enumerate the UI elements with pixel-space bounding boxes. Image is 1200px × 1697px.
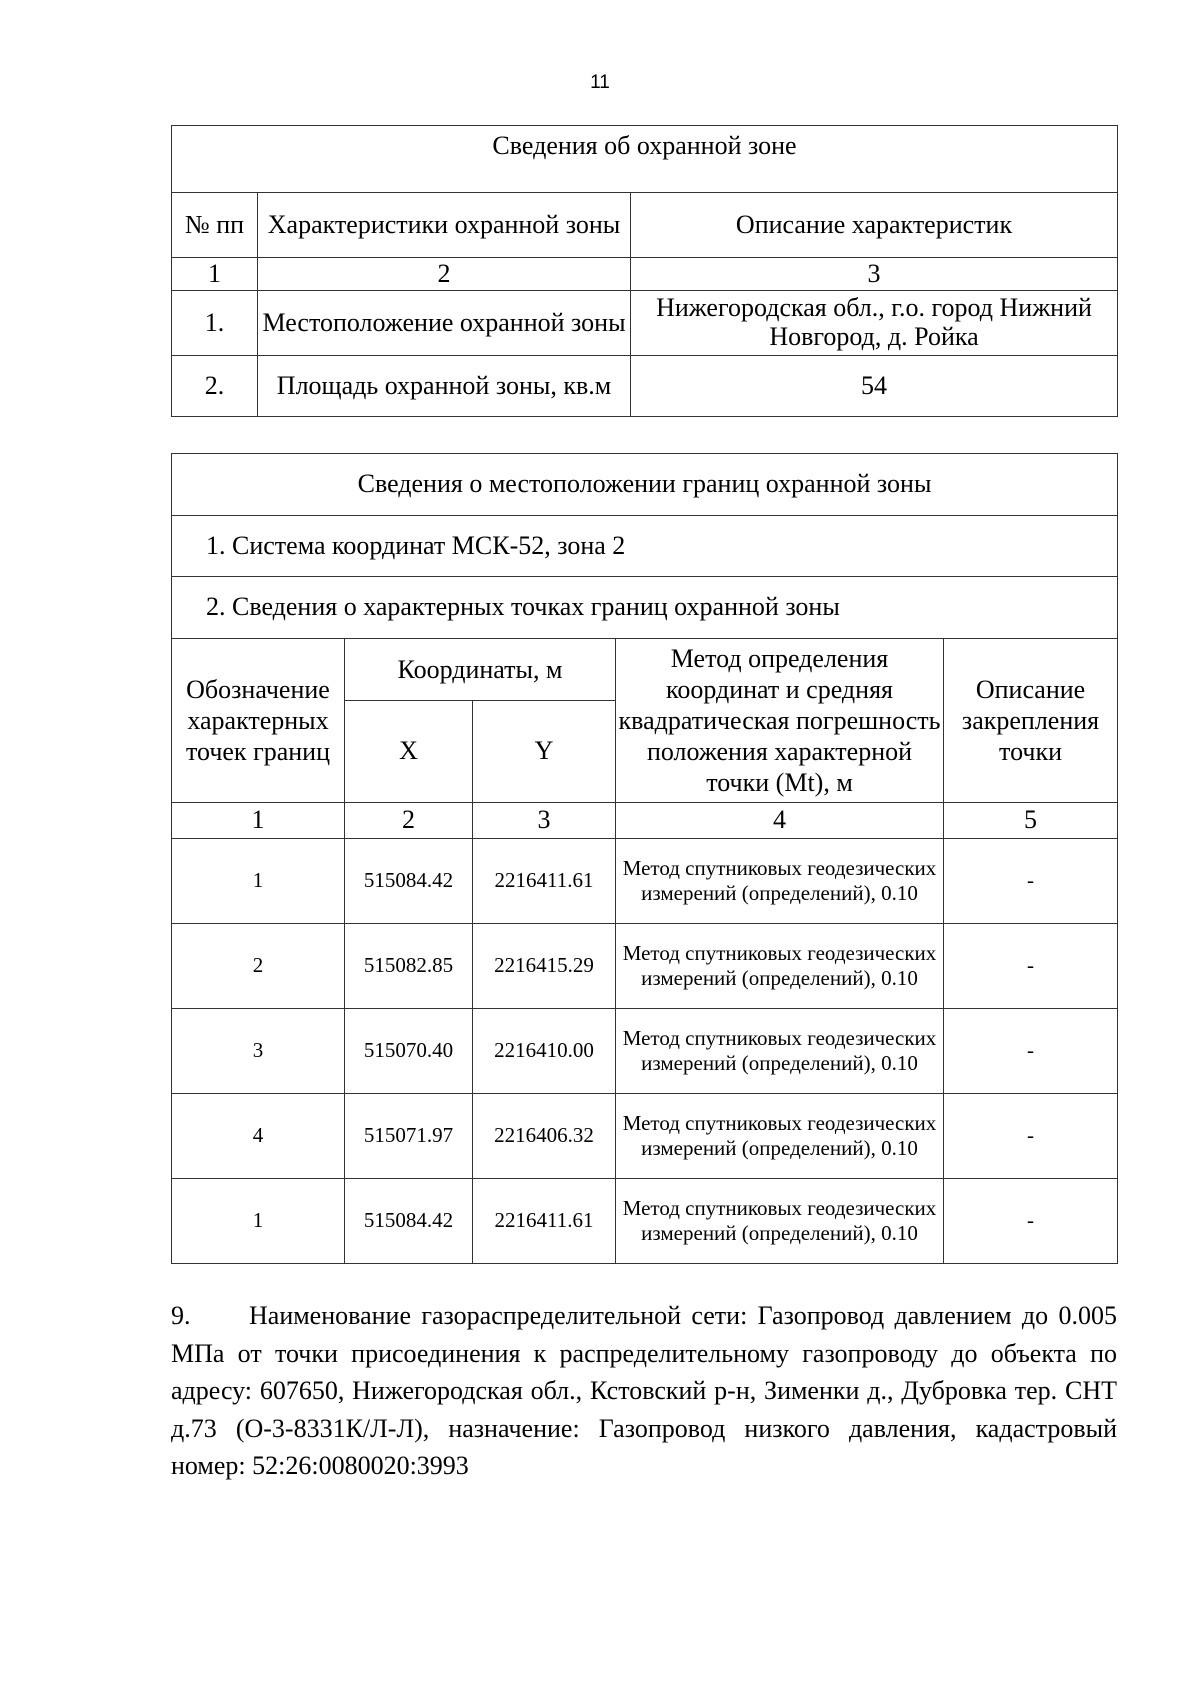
header-num: № пп	[172, 193, 258, 258]
table-header-row	[172, 193, 1118, 258]
point-x: 515082.85	[345, 924, 473, 1009]
point-id: 1	[172, 1179, 345, 1264]
points-title-row	[172, 577, 1118, 639]
header-description: Описание характеристик	[631, 193, 1118, 258]
table-row	[172, 291, 1118, 356]
column-numbers-row	[172, 258, 1118, 291]
point-id: 3	[172, 1009, 345, 1094]
table-row	[172, 839, 1118, 924]
header-coordinates: Координаты, м	[345, 639, 616, 701]
point-x: 515084.42	[345, 839, 473, 924]
point-fixing: -	[944, 924, 1118, 1009]
column-number: 2	[345, 803, 473, 839]
point-method: Метод спутниковых геодезических измерений (определений), 0.10	[616, 839, 944, 924]
point-y: 2216411.61	[473, 1179, 616, 1264]
point-x: 515071.97	[345, 1094, 473, 1179]
boundaries-title: Сведения о местоположении границ охранной зоны	[172, 454, 1118, 516]
table-row	[172, 356, 1118, 417]
section-number: 9.	[171, 1301, 191, 1330]
table-title-row	[172, 454, 1118, 516]
header-y: Y	[473, 701, 616, 803]
column-number: 1	[172, 803, 345, 839]
header-characteristic: Характеристики охранной зоны	[258, 193, 631, 258]
header-designation: Обозначение характерных точек границ	[172, 639, 345, 803]
header-fixing: Описание закрепления точки	[944, 639, 1118, 803]
point-fixing: -	[944, 1179, 1118, 1264]
section-text: Наименование газораспределительной сети: Газопровод давлением до 0.005 МПа от точки присоединения к распределительному газопроводу до объекта по адресу: 607650, Нижегородская обл., Кстовский р-н, Зименки д., Дубровка тер. СНТ д.73 (О-3-8331К/Л-Л), назначение: Газопровод низкого давления, кадастровый номер: 52:26:0080020:3993	[171, 1301, 1117, 1480]
point-y: 2216406.32	[473, 1094, 616, 1179]
boundaries-table	[171, 453, 1118, 1264]
section-9-paragraph	[171, 1297, 1117, 1485]
table-row	[172, 1094, 1118, 1179]
point-y: 2216411.61	[473, 839, 616, 924]
row-num: 1.	[172, 291, 258, 356]
coord-system: 1. Система координат МСК-52, зона 2	[172, 516, 1118, 577]
page-number: 11	[590, 72, 610, 93]
point-fixing: -	[944, 1009, 1118, 1094]
row-characteristic: Местоположение охранной зоны	[258, 291, 631, 356]
point-id: 4	[172, 1094, 345, 1179]
row-characteristic: Площадь охранной зоны, кв.м	[258, 356, 631, 417]
point-method: Метод спутниковых геодезических измерений (определений), 0.10	[616, 1094, 944, 1179]
point-x: 515070.40	[345, 1009, 473, 1094]
point-x: 515084.42	[345, 1179, 473, 1264]
row-num: 2.	[172, 356, 258, 417]
point-method: Метод спутниковых геодезических измерений (определений), 0.10	[616, 1009, 944, 1094]
table-header-row	[172, 639, 1118, 701]
column-number: 1	[172, 258, 258, 291]
column-numbers-row	[172, 803, 1118, 839]
zone-info-table	[171, 125, 1118, 417]
zone-info-title: Сведения об охранной зоне	[172, 126, 1118, 193]
row-description: 54	[631, 356, 1118, 417]
table-row	[172, 924, 1118, 1009]
point-method: Метод спутниковых геодезических измерений (определений), 0.10	[616, 924, 944, 1009]
points-title: 2. Сведения о характерных точках границ охранной зоны	[172, 577, 1118, 639]
header-x: X	[345, 701, 473, 803]
table-row	[172, 1179, 1118, 1264]
point-id: 2	[172, 924, 345, 1009]
column-number: 3	[631, 258, 1118, 291]
point-method: Метод спутниковых геодезических измерений (определений), 0.10	[616, 1179, 944, 1264]
point-fixing: -	[944, 1094, 1118, 1179]
point-y: 2216415.29	[473, 924, 616, 1009]
point-y: 2216410.00	[473, 1009, 616, 1094]
table-row	[172, 1009, 1118, 1094]
coord-system-row	[172, 516, 1118, 577]
table-title-row	[172, 126, 1118, 193]
column-number: 4	[616, 803, 944, 839]
column-number: 5	[944, 803, 1118, 839]
column-number: 2	[258, 258, 631, 291]
header-method: Метод определения координат и средняя квадратическая погрешность положения характерной точки (Mt), м	[616, 639, 944, 803]
column-number: 3	[473, 803, 616, 839]
row-description: Нижегородская обл., г.о. город Нижний Новгород, д. Ройка	[631, 291, 1118, 356]
point-fixing: -	[944, 839, 1118, 924]
point-id: 1	[172, 839, 345, 924]
